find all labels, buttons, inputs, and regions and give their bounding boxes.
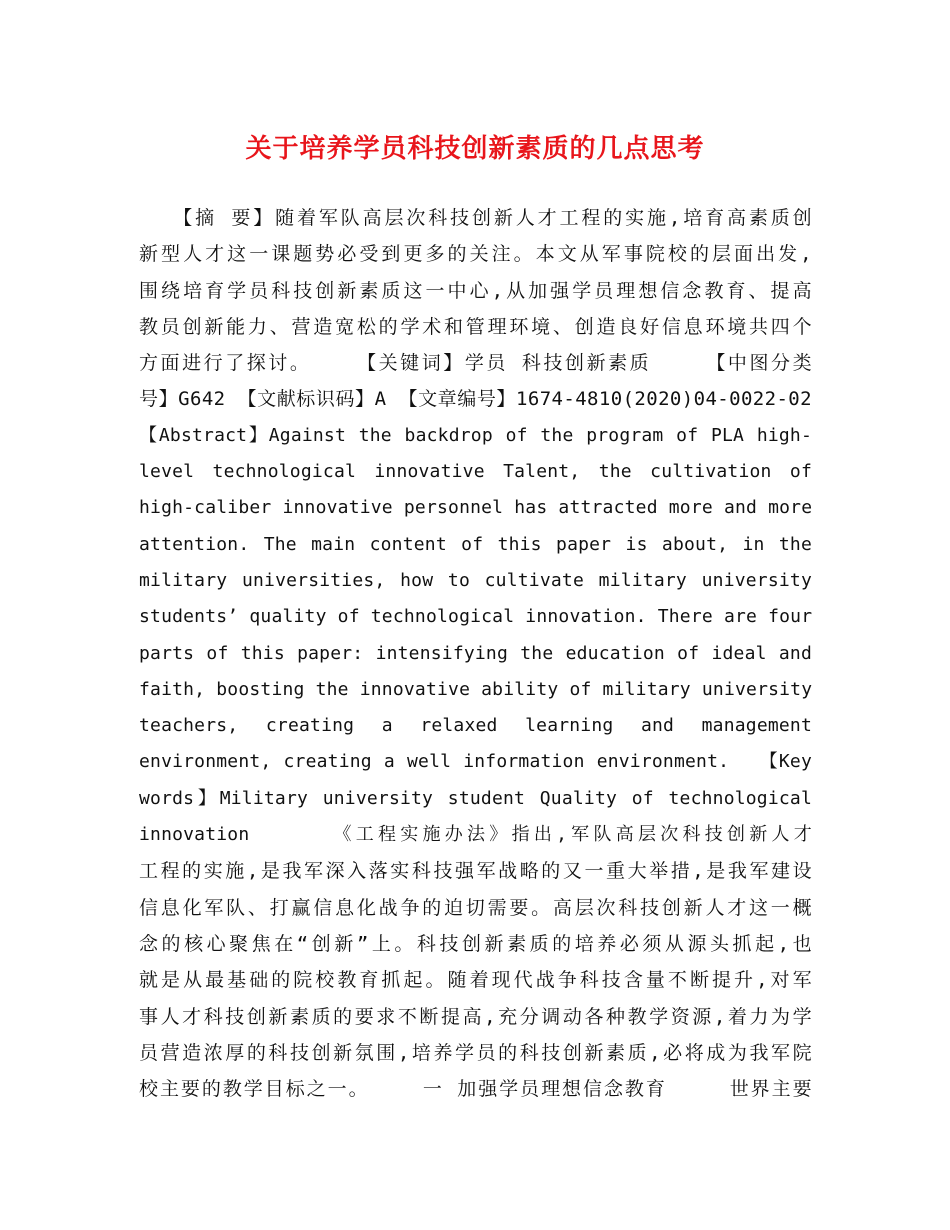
body-line: environment, creating a well information environment. 【Key [139,751,812,773]
body-line: words】Military university student Quality of technological [139,787,812,809]
body-line: faith, boosting the innovative ability of military university [139,678,812,700]
body-line: 新型人才这一课题势必受到更多的关注。本文从军事院校的层面出发, [139,243,812,266]
body-line: 员营造浓厚的科技创新氛围,培养学员的科技创新素质,必将成为我军院 [139,1041,812,1064]
body-line: 围绕培育学员科技创新素质这一中心,从加强学员理想信念教育、提高 [139,279,812,302]
body-line: high-caliber innovative personnel has attracted more and more [139,497,812,519]
body-line: 信息化军队、打赢信息化战争的迫切需要。高层次科技创新人才这一概 [139,896,812,919]
body-line: level technological innovative Talent, the cultivation of [139,461,812,483]
body-line: teachers, creating a relaxed learning and management [139,715,812,737]
body-line: 就是从最基础的院校教育抓起。随着现代战争科技含量不断提升,对军 [139,969,812,992]
body-line: innovation 《工程实施办法》指出,军队高层次科技创新人才 [139,824,812,846]
body-line: 教员创新能力、营造宽松的学术和管理环境、创造良好信息环境共四个 [139,315,812,338]
body-line: 号】G642 【文献标识码】A 【文章编号】1674-4810(2020)04-0022-02 [139,388,812,411]
body-line: students’ quality of technological innovation. There are four [139,606,812,628]
body-line: 念的核心聚焦在“创新”上。科技创新素质的培养必须从源头抓起,也 [139,932,812,955]
body-line: 【Abstract】Against the backdrop of the program of PLA high- [139,424,812,446]
body-line: military universities, how to cultivate military university [139,569,812,591]
body-line: 【摘 要】随着军队高层次科技创新人才工程的实施,培育高素质创 [139,207,812,229]
body-line: attention. The main content of this paper is about, in the [139,533,812,555]
document-title: 关于培养学员科技创新素质的几点思考 [245,134,705,164]
body-line: 校主要的教学目标之一。 一 加强学员理想信念教育 世界主要 [139,1078,812,1101]
document-body [139,200,812,1107]
body-line: 事人才科技创新素质的要求不断提高,充分调动各种教学资源,着力为学 [139,1005,812,1028]
body-line: 方面进行了探讨。 【关键词】学员 科技创新素质 【中图分类 [139,352,812,375]
body-line: parts of this paper: intensifying the education of ideal and [139,642,812,664]
body-line: 工程的实施,是我军深入落实科技强军战略的又一重大举措,是我军建设 [139,860,812,883]
